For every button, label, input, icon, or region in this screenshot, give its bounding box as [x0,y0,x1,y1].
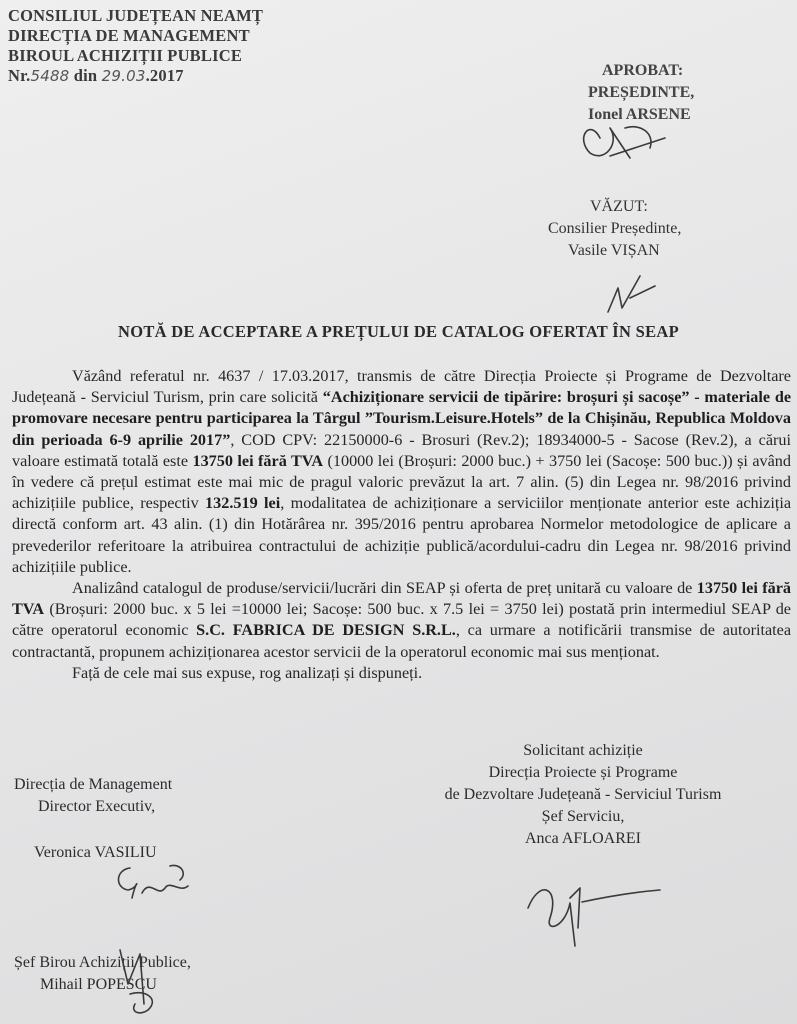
registration-number [8,66,263,86]
sig-right-name: Anca AFLOAREI [525,830,641,847]
date-handwritten: 29.03 [101,67,146,85]
sig-left-dept: Direcția de Management [14,776,173,793]
signature-requester [418,740,748,850]
date-year: .2017 [145,66,184,85]
seen-block [548,196,681,262]
paragraph-2 [12,578,791,663]
seen-label: VĂZUT: [590,198,648,215]
p1-text-3: (10000 lei (Broșuri: 2000 buc.) + 3750 lei (Sacoșe: 500 buc.)) și având în vedere că prețul estimat este mai mic de pragul valoric prevăzut la art. 7 alin. (5) din Legea nr. 98/2016 privind achizițiile publice, respectiv [12,451,791,513]
header-directorate: DIRECȚIA DE MANAGEMENT [8,26,250,45]
seen-name: Vasile VIȘAN [568,242,660,259]
header-office: BIROUL ACHIZIȚII PUBLICE [8,46,243,65]
p1-text-2: , COD CPV: 22150000-6 - Brosuri (Rev.2); 18934000-5 - Sacose (Rev.2), a cărui valoare estimată totală este [12,430,791,470]
sig-bottom-name: Mihail POPESCU [40,976,157,993]
director-signature [110,858,200,908]
approval-role: PREȘEDINTE, [588,84,695,101]
requester-signature [520,868,670,948]
nr-value: 5488 [30,67,70,85]
president-signature [570,108,690,168]
p1-bold-threshold: 132.519 lei [205,494,281,513]
paragraph-3: Față de cele mai sus expuse, rog analizați și dispuneți. [72,663,423,682]
signature-management [14,774,173,861]
paragraph-1 [12,366,791,578]
seen-role: Consilier Președinte, [548,220,682,237]
sig-left-name: Veronica VASILIU [34,844,157,861]
sig-bottom-role: Șef Birou Achiziții Publice, [14,954,191,971]
document-body [12,366,791,684]
sig-right-dept-2: de Dezvoltare Județeană - Serviciul Turism [444,786,722,803]
p2-text-1: Analizând catalogul de produse/servicii/lucrări din SEAP și oferta de preț unitară cu valoare de [72,579,697,598]
p1-bold-value: 13750 lei fără TVA [192,451,324,470]
sig-right-dept-1: Direcția Proiecte și Programe [488,764,678,781]
din-label: din [73,66,98,85]
counselor-signature [600,268,660,318]
issuer-header [8,6,263,86]
procurement-signature [100,944,180,1018]
approval-name: Ionel ARSENE [588,106,691,123]
nr-label: Nr. [8,66,31,85]
p2-text-3: , ca urmare a notificării transmise de autoritatea contractantă, propunem achiziționarea acestor servicii de la operatorul economic mai sus menționat. [12,621,792,661]
sig-right-label: Solicitant achiziție [523,742,643,759]
approval-label: APROBAT: [602,62,684,79]
p1-bold-subject: “Achiziționare servicii de tipărire: broșuri și sacoșe” - materiale de promovare necesare pentru participarea la Târgul ”Tourism.Leisure.Hotels” de la Chișinău, Republica Moldova din perioada 6-9 aprilie 2017” [12,388,792,449]
p2-bold-supplier: S.C. FABRICA DE DESIGN S.R.L. [196,621,456,640]
document-title: NOTĂ DE ACCEPTARE A PREȚULUI DE CATALOG OFERTAT ÎN SEAP [118,322,679,341]
p1-text-4: , modalitatea de achiziționare a serviciilor menționate anterior este achiziția directă conform art. 43 alin. (1) din Hotărârea nr. 395/2016 pentru aprobarea Normelor metodologice de aplicare a prevederilor referitoare la atribuirea contractului de achiziție publică/acordului-cadru din Legea nr. 98/2016 privind achizițiile publice. [12,494,792,576]
p2-text-2: (Broșuri: 2000 buc. x 5 lei =10000 lei; Sacoșe: 500 buc. x 7.5 lei = 3750 lei) postată prin intermediul SEAP de către operatorul economic [12,600,791,640]
p1-text-1: Văzând referatul nr. 4637 / 17.03.2017, transmis de către Direcția Proiecte și Programe de Dezvoltare Județeană - Serviciul Turism, prin care solicită [12,367,791,407]
p2-bold-value: 13750 lei fără TVA [12,579,791,619]
sig-right-role: Șef Serviciu, [541,808,625,825]
header-council: CONSILIUL JUDEȚEAN NEAMȚ [8,6,264,25]
sig-left-role: Director Executiv, [38,798,156,815]
